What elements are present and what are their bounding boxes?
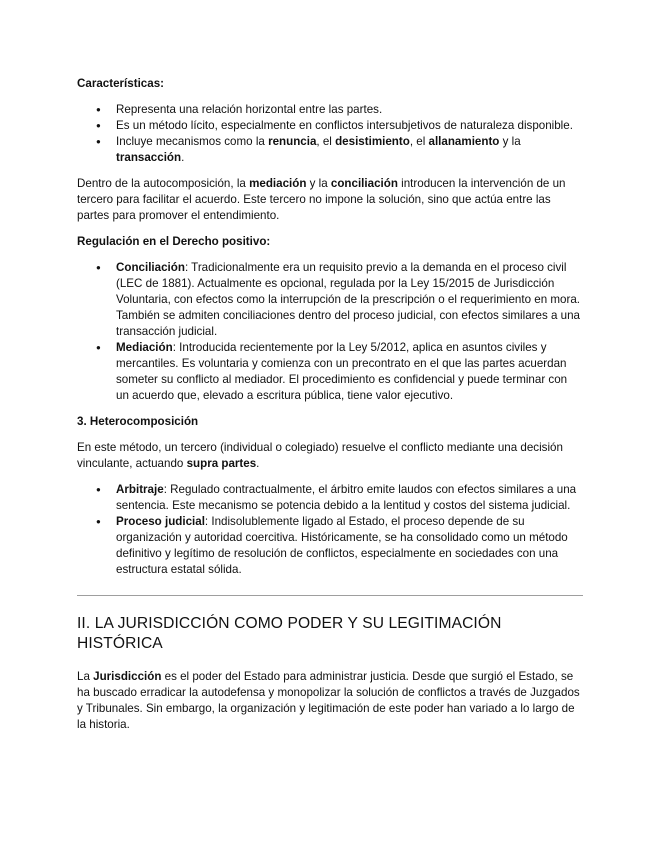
regulation-label: Regulación en el Derecho positivo: xyxy=(77,235,271,248)
autocomposition-paragraph: Dentro de la autocomposición, la mediación y la conciliación introducen la intervención de un tercero para facilitar el acuerdo. Este tercero no impone la solución, sino que actúa entre las partes para promover el entendimiento. xyxy=(77,177,566,222)
term-transaccion: transacción xyxy=(116,151,182,164)
list-item: ● Mediación: Introducida recientemente por la Ley 5/2012, aplica en asuntos civiles y mercantiles. Es voluntaria y comienza con un precontrato en el que las partes acuerdan someter su conflicto al mediador. El procedimiento es confidencial y puede terminar con un acuerdo que, elevado a escritura pública, tiene valor ejecutivo. xyxy=(77,340,583,404)
term-conciliacion-reg: Conciliación xyxy=(116,261,185,274)
heterocomposition-heading: 3. Heterocomposición xyxy=(77,415,199,428)
list-item: ● Conciliación: Tradicionalmente era un requisito previo a la demanda en el proceso civil (LEC de 1881). Actualmente es opcional, regulada por la Ley 15/2015 de Jurisdicción Voluntaria, con efectos como la interrupción de la prescripción o el requerimiento en mora. También se admiten conciliaciones dentro del proceso judicial, con efectos similares a una transacción judicial. xyxy=(77,260,583,340)
section-title: II. LA JURISDICCIÓN COMO PODER Y SU LEGITIMACIÓN HISTÓRICA xyxy=(77,615,502,652)
term-arbitraje: Arbitraje xyxy=(116,483,164,496)
list-item: ● Incluye mecanismos como la renuncia, el desistimiento, el allanamiento y la transacción. xyxy=(77,134,583,166)
term-allanamiento: allanamiento xyxy=(428,135,500,148)
term-jurisdiccion: Jurisdicción xyxy=(93,670,162,683)
document-content xyxy=(77,76,583,743)
regulation-list xyxy=(77,260,583,404)
characteristics-label-text: Características xyxy=(77,77,161,90)
list-item: ● Es un método lícito, especialmente en conflictos intersubjetivos de naturaleza disponible. xyxy=(77,118,583,134)
heterocomposition-paragraph: En este método, un tercero (individual o colegiado) resuelve el conflicto mediante una decisión vinculante, actuando supra partes. xyxy=(77,441,563,470)
term-renuncia: renuncia xyxy=(268,135,317,148)
term-proceso-judicial: Proceso judicial xyxy=(116,515,205,528)
regulation-label-text: Regulación en el Derecho positivo xyxy=(77,235,267,248)
term-supra-partes: supra partes xyxy=(186,457,257,470)
list-item: ● Proceso judicial: Indisolublemente ligado al Estado, el proceso depende de su organización y autoridad coercitiva. Históricamente, se ha consolidado como un método definitivo y legítimo de resolución de conflictos, especialmente en sociedades con una estructura estatal sólida. xyxy=(77,514,583,578)
characteristics-label: Características: xyxy=(77,77,165,90)
characteristics-list xyxy=(77,102,583,166)
term-mediacion-reg: Mediación xyxy=(116,341,173,354)
list-item: ● Representa una relación horizontal entre las partes. xyxy=(77,102,583,118)
term-desistimiento: desistimiento xyxy=(335,135,410,148)
term-mediacion: mediación xyxy=(249,177,307,190)
term-conciliacion: conciliación xyxy=(330,177,398,190)
heterocomposition-list xyxy=(77,482,583,578)
list-item: ● Arbitraje: Regulado contractualmente, el árbitro emite laudos con efectos similares a una sentencia. Este mecanismo se potencia debido a la lentitud y costos del sistema judicial. xyxy=(77,482,583,514)
jurisdiction-paragraph: La Jurisdicción es el poder del Estado para administrar justicia. Desde que surgió el Estado, se ha buscado erradicar la autodefensa y monopolizar la solución de conflictos a través de Juzgados y Tribunales. Sin embargo, la organización y legitimación de este poder han variado a lo largo de la historia. xyxy=(77,670,580,731)
section-divider xyxy=(77,595,583,596)
